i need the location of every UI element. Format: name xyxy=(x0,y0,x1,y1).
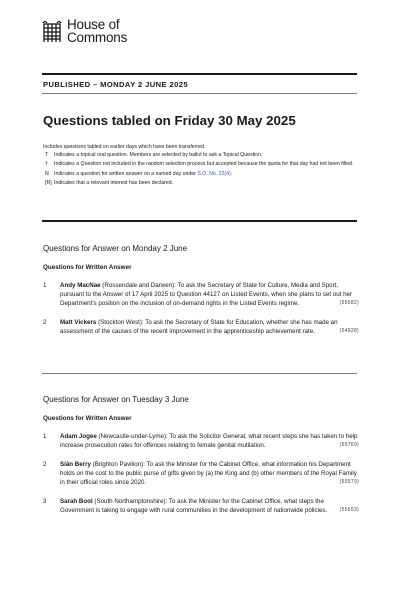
question-number: 2 xyxy=(43,461,47,468)
section-monday xyxy=(43,244,359,336)
top-divider xyxy=(42,73,357,75)
logo-text xyxy=(67,18,127,44)
question-number: 1 xyxy=(43,282,47,289)
section-subheading: Questions for Written Answer xyxy=(43,264,132,271)
standing-order-link[interactable]: S.O. No. 22(4) xyxy=(197,170,231,177)
page-title: Questions tabled on Friday 30 May 2025 xyxy=(43,113,296,128)
question-number: 2 xyxy=(43,319,47,326)
question-item xyxy=(43,460,359,487)
portcullis-icon xyxy=(41,19,63,43)
section-tuesday xyxy=(43,395,359,515)
note-row xyxy=(43,152,363,159)
question-text: To ask the Minister for the Cabinet Office, what steps the Government is taking to engage with rural communities in the development of nationwide policies. xyxy=(60,498,328,514)
note-symbol: † xyxy=(45,161,48,168)
member-name: Andy MacNae xyxy=(60,282,101,289)
question-body xyxy=(60,497,359,515)
question-item xyxy=(43,318,359,336)
constituency: (Newcastle-under-Lyme): xyxy=(96,433,170,440)
section-heading: Questions for Answer on Monday 2 June xyxy=(43,244,188,253)
question-item xyxy=(43,432,359,450)
question-text: To ask the Secretary of State for Education, whether she has made an assessment of the causes of the recent improvement in the apprenticeship achievement rate. xyxy=(60,319,338,335)
note-text: Indicates a question for written answer on a named day under xyxy=(54,170,198,177)
constituency: (Stockton West): xyxy=(96,319,146,326)
constituency: (Brighton Pavilion): xyxy=(90,461,147,468)
question-number: 3 xyxy=(43,498,47,505)
question-body xyxy=(60,281,359,308)
note-symbol: T xyxy=(45,152,49,158)
question-item xyxy=(43,497,359,515)
note-row xyxy=(43,180,363,187)
question-text: To ask the Solicitor General, what recent steps she has taken to help increase prosecution rates for offences relating to female genital mutilation. xyxy=(60,433,358,449)
note-row xyxy=(43,171,363,178)
notes-intro: Includes questions tabled on earlier days which have been transferred. xyxy=(43,144,206,150)
constituency: (South Northamptonshire): xyxy=(92,498,169,505)
published-divider xyxy=(42,93,357,94)
house-of-commons-logo xyxy=(41,18,127,44)
note-text-wrapper xyxy=(54,171,363,178)
member-name: Adam Jogee xyxy=(60,433,97,440)
notes-divider xyxy=(42,220,357,222)
question-item xyxy=(43,281,359,308)
question-reference: (55582) xyxy=(339,300,359,306)
logo-line-2: Commons xyxy=(67,30,128,45)
question-number: 1 xyxy=(43,433,47,440)
note-symbol: N xyxy=(45,170,49,177)
question-text: To ask the Secretary of State for Culture, Media and Sport, pursuant to the Answer of 17 April 2025 to Question 44127 on Listed Events, when she plans to set out her Department's position on the inclusion of on-demand rights in the Listed Events regime. xyxy=(60,282,353,307)
section-subheading: Questions for Written Answer xyxy=(43,415,132,422)
note-row xyxy=(43,161,363,168)
note-text: Indicates a topical oral question. Members are selected by ballot to ask a Topical Question. xyxy=(54,152,263,158)
question-body xyxy=(60,460,359,487)
logo-line-1: House of xyxy=(67,17,120,32)
note-text: Indicates that a relevant interest has been declared. xyxy=(54,179,174,186)
section-divider xyxy=(42,373,357,374)
published-date: PUBLISHED – MONDAY 2 JUNE 2025 xyxy=(43,80,188,89)
question-reference: (54928) xyxy=(339,328,359,334)
section-heading: Questions for Answer on Tuesday 3 June xyxy=(43,395,189,404)
note-text: Indicates a Question not included in the random selection process but accepted because the quota for that day had not been filled. xyxy=(54,161,354,168)
question-body xyxy=(60,432,359,450)
question-reference: (55769) xyxy=(339,442,359,448)
constituency: (Rossendale and Darwen): xyxy=(100,282,178,289)
question-reference: (55579) xyxy=(339,479,359,485)
notes-legend xyxy=(43,144,363,189)
question-body xyxy=(60,318,359,336)
note-symbol: [R] xyxy=(45,179,52,186)
member-name: Matt Vickers xyxy=(60,319,97,326)
member-name: Sarah Bool xyxy=(60,498,93,505)
member-name: Siân Berry xyxy=(60,461,91,468)
question-reference: (55653) xyxy=(339,507,359,513)
question-text: To ask the Minister for the Cabinet Office, what information his Department holds on the cost to the public purse of gifts given by (a) the King and (b) other members of the Royal Family in their official roles since 2020. xyxy=(60,461,357,486)
note-text-after: . xyxy=(230,170,233,177)
